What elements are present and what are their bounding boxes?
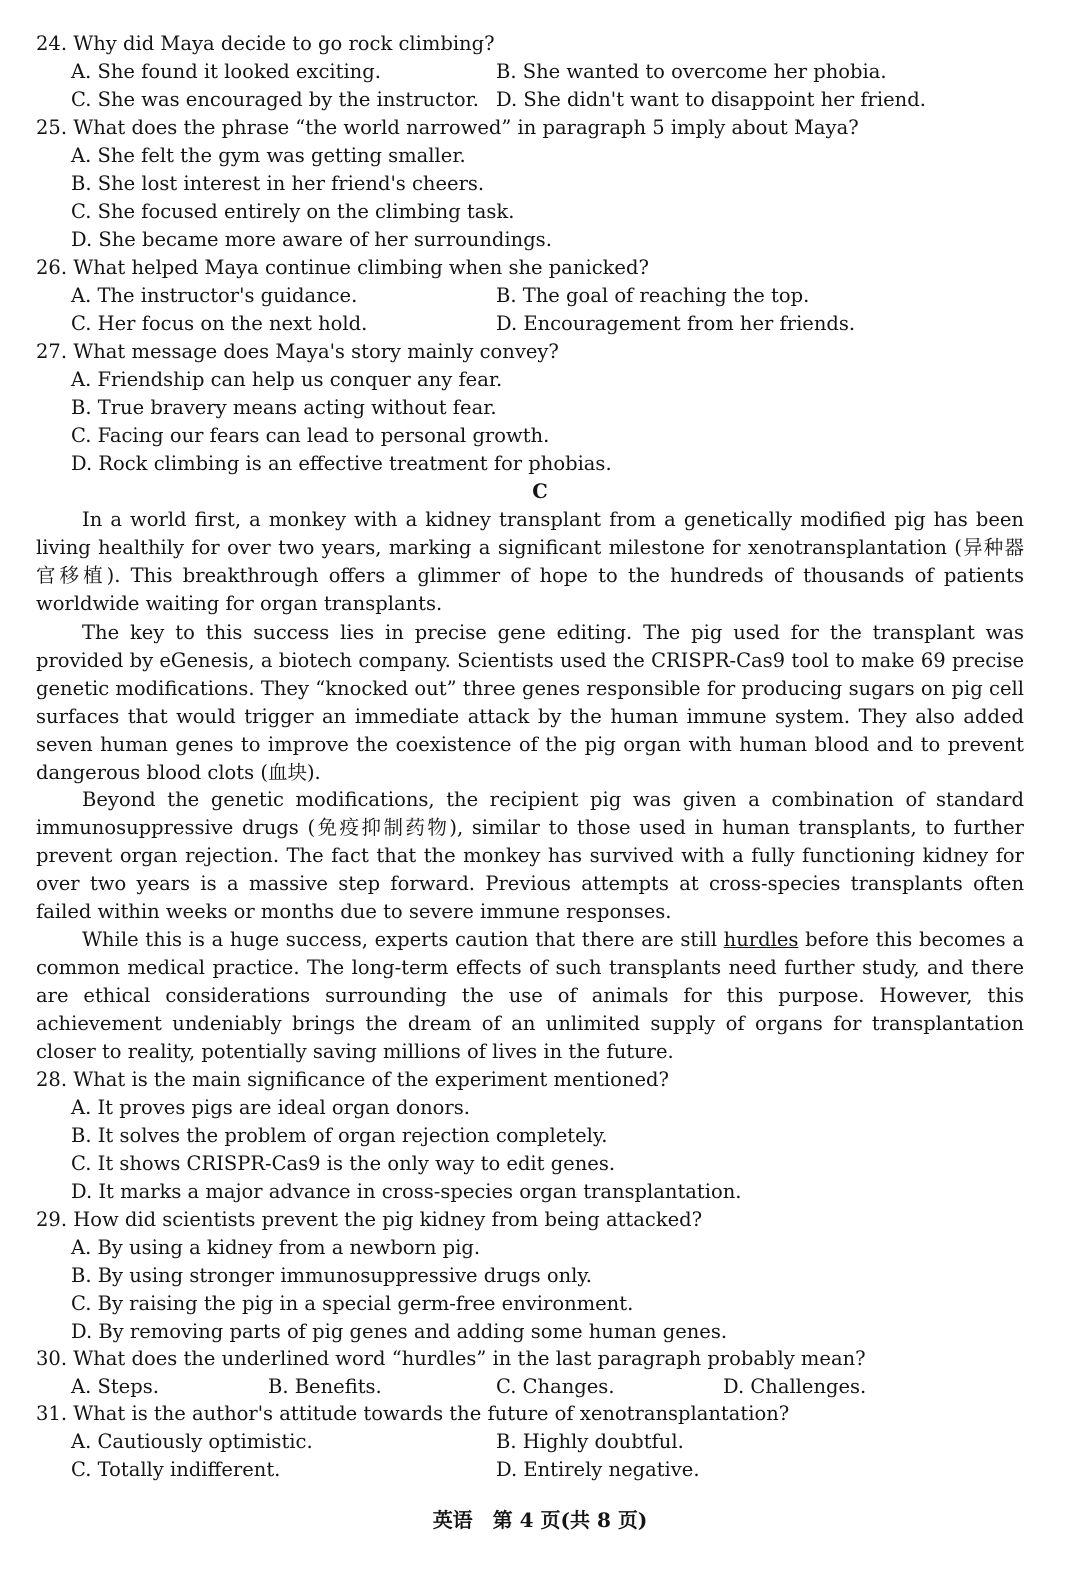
question-29-stem: 29. How did scientists prevent the pig kidney from being attacked? <box>36 1208 703 1231</box>
section-title: C <box>532 480 548 503</box>
question-25-option-d: D. She became more aware of her surroundings. <box>71 228 552 251</box>
passage-paragraph-2: The key to this success lies in precise gene editing. The pig used for the transplant was provided by eGenesis, a biotech company. Scientists used the CRISPR-Cas9 tool to make 69 precise genetic modifications. They “knocked out” three genes responsible for producing sugars on pig cell surfaces that would trigger an immediate attack by the human immune system. They also added seven human genes to improve the coexistence of the pig organ with human blood and to prevent dangerous blood clots (血块). <box>36 621 1024 784</box>
question-31-option-a: A. Cautiously optimistic. <box>71 1430 313 1453</box>
question-24-stem: 24. Why did Maya decide to go rock climbing? <box>36 32 495 55</box>
underlined-word-hurdles: hurdles <box>723 928 799 951</box>
question-29-option-a: A. By using a kidney from a newborn pig. <box>71 1236 481 1259</box>
question-24-option-a: A. She found it looked exciting. <box>71 60 381 83</box>
question-25-option-c: C. She focused entirely on the climbing task. <box>71 200 515 223</box>
question-31-option-b: B. Highly doubtful. <box>496 1430 684 1453</box>
question-31-option-c: C. Totally indifferent. <box>71 1458 281 1481</box>
question-30-option-d: D. Challenges. <box>723 1375 867 1398</box>
question-28-option-a: A. It proves pigs are ideal organ donors. <box>71 1096 470 1119</box>
question-29-option-c: C. By raising the pig in a special germ-free environment. <box>71 1292 634 1315</box>
page-footer: 英语 第 4 页(共 8 页) <box>432 1508 648 1532</box>
question-29-option-b: B. By using stronger immunosuppressive drugs only. <box>71 1264 593 1287</box>
paragraph-4-text-after: before this becomes a common medical practice. The long-term effects of such transplants need further study, and there are ethical considerations surrounding the use of animals for this purpose. However, this achievement undeniably brings the dream of an unlimited supply of organs for transplantation closer to reality, potentially saving millions of lives in the future. <box>36 928 1025 1063</box>
question-27-option-b: B. True bravery means acting without fear. <box>71 396 497 419</box>
question-30-stem: 30. What does the underlined word “hurdles” in the last paragraph probably mean? <box>36 1347 866 1370</box>
question-26-option-b: B. The goal of reaching the top. <box>496 284 810 307</box>
question-26-option-c: C. Her focus on the next hold. <box>71 312 368 335</box>
question-28-option-c: C. It shows CRISPR-Cas9 is the only way to edit genes. <box>71 1152 616 1175</box>
passage-paragraph-1: In a world first, a monkey with a kidney transplant from a genetically modified pig has been living healthily for over two years, marking a significant milestone for xenotransplantation (异种器官移植). This breakthrough offers a glimmer of hope to the hundreds of thousands of patients worldwide waiting for organ transplants. <box>36 508 1024 615</box>
question-27-stem: 27. What message does Maya's story mainly convey? <box>36 340 559 363</box>
question-30-option-b: B. Benefits. <box>268 1375 382 1398</box>
question-30-option-c: C. Changes. <box>496 1375 615 1398</box>
question-26-stem: 26. What helped Maya continue climbing when she panicked? <box>36 256 649 279</box>
question-24-option-c: C. She was encouraged by the instructor. <box>71 88 479 111</box>
question-24-option-d: D. She didn't want to disappoint her friend. <box>496 88 926 111</box>
question-25-option-a: A. She felt the gym was getting smaller. <box>71 144 466 167</box>
question-26-option-d: D. Encouragement from her friends. <box>496 312 856 335</box>
question-27-option-a: A. Friendship can help us conquer any fear. <box>71 368 503 391</box>
question-28-stem: 28. What is the main significance of the experiment mentioned? <box>36 1068 669 1091</box>
question-31-stem: 31. What is the author's attitude towards the future of xenotransplantation? <box>36 1402 790 1425</box>
question-27-option-d: D. Rock climbing is an effective treatment for phobias. <box>71 452 612 475</box>
question-31-option-d: D. Entirely negative. <box>496 1458 700 1481</box>
question-24-option-b: B. She wanted to overcome her phobia. <box>496 60 887 83</box>
passage-paragraph-4 <box>36 926 1024 1066</box>
question-29-option-d: D. By removing parts of pig genes and adding some human genes. <box>71 1320 728 1343</box>
question-30-option-a: A. Steps. <box>71 1375 159 1398</box>
question-25-option-b: B. She lost interest in her friend's cheers. <box>71 172 485 195</box>
question-26-option-a: A. The instructor's guidance. <box>71 284 358 307</box>
question-25-stem: 25. What does the phrase “the world narrowed” in paragraph 5 imply about Maya? <box>36 116 859 139</box>
passage-paragraph-3: Beyond the genetic modifications, the recipient pig was given a combination of standard immunosuppressive drugs (免疫抑制药物), similar to those used in human transplants, to further prevent organ rejection. The fact that the monkey has survived with a fully functioning kidney for over two years is a massive step forward. Previous attempts at cross-species transplants often failed within weeks or months due to severe immune responses. <box>36 788 1024 923</box>
question-27-option-c: C. Facing our fears can lead to personal growth. <box>71 424 550 447</box>
question-28-option-b: B. It solves the problem of organ rejection completely. <box>71 1124 608 1147</box>
question-28-option-d: D. It marks a major advance in cross-species organ transplantation. <box>71 1180 742 1203</box>
paragraph-4-text-before: While this is a huge success, experts caution that there are still <box>82 928 724 951</box>
